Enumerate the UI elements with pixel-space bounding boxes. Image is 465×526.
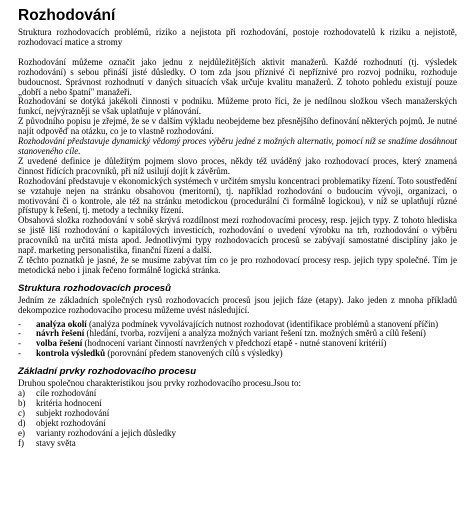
section-text: Druhou společnou charakteristikou jsou prvky rozhodovacího procesu.Jsou to: (18, 378, 301, 389)
section-heading: Struktura rozhodovacích procesů (18, 282, 171, 294)
list-item-term: kontrola výsledků (36, 348, 106, 359)
list-item-label: cíle rozhodování (36, 388, 97, 399)
list-marker: d) (18, 417, 26, 428)
list-marker: b) (18, 398, 26, 408)
body-paragraph: Z těchto poznatků je jasné, že se musíme zabývat tím co je pro rozhodovací procesy resp. jejich typy společné. Tím je metodická nebo i jinak řečeno formálně logická stránka. (18, 254, 457, 275)
list-item (18, 349, 457, 359)
list-item-desc: (hodnocení variant činností navržených v předchozí etapě - nutné stanovení kritérií) (82, 338, 387, 349)
list-item-label: subjekt rozhodování (36, 407, 110, 418)
body-paragraph: Z původního popisu je zřejmé, že se v dalším výkladu neobejdeme bez přesnějšího definování některých pojmů. Je nutné najít odpověď na otázku, co je to vlastně rozhodování. (18, 116, 457, 137)
list-marker: f) (18, 437, 24, 448)
list-marker: a) (18, 388, 25, 399)
body-paragraph: Obsahová složka rozhodování v sobě skrývá rozdílnost mezi rozhodovacími procesy, resp. jejich typy. Z tohoto hlediska se jistě liší rozhodování o kapitálových investicích, rozhodování o uvedení výrobku na trh, rozhodování o výběru pracovníků na určitá místa apod. Jednotlivými typy rozhodovacích procesů se zabývají samostatné disciplíny jako je např. marketing personalistika, finanční řízení a další. (18, 215, 457, 256)
list-item-label: objekt rozhodování (36, 417, 106, 428)
definition-paragraph: Rozhodování představuje dynamický vědomý proces výběru jedné z možných alternativ, pomocí níž se snažíme dosáhnout stanoveného cíle. (18, 136, 457, 156)
list-marker: c) (18, 407, 25, 418)
section-text: Jedním ze základních společných rysů rozhodovacích procesů jsou jejich fáze (etapy). Jako jeden z mnoha příkladů dekompozice rozhodovacího procesu můžeme uvést následující. (18, 294, 457, 315)
page-title: Rozhodování (18, 7, 116, 24)
phase-list (18, 320, 457, 360)
list-item-label: kritéria hodnocení (36, 398, 102, 408)
list-marker: e) (18, 427, 25, 438)
list-item-desc: (porovnání předem stanovených cílů s výsledky) (105, 348, 283, 359)
list-item (18, 439, 457, 449)
list-item (18, 429, 457, 439)
list-item-desc: (analýza podmínek vyvolávajících nutnost rozhodovat (identifikace problémů a stanovení příčin) (86, 318, 439, 329)
body-paragraph: Rozhodování můžeme označit jako jednu z nejdůležitějších aktivit manažerů. Každé rozhodnutí (tj. výsledek rozhodování) s sebou přináší jisté důsledky. O tom zda jsou příznivé či nepříznivé pro rozvoj podniku, rozhoduje budoucnost. Správnost rozhodnutí v daných situacích však určuje kvalitu manažerů. Z tohoto pohledu existují pouze „dobří a nebo špatní" manažeři. (18, 56, 457, 97)
list-item-label: varianty rozhodování a jejich důsledky (36, 427, 176, 438)
list-item-label: stavy světa (36, 437, 76, 448)
element-list (18, 389, 457, 448)
body-paragraph: Rozhodování představuje v ekonomických systémech v určitém smyslu koncentraci problematiky řízení. Toto soustředění se vztahuje nejen na stránku obsahovou (meritorní), tj. například rozhodování o budoucím vývoji, organizaci, o motivování či o kontrole, ale též na stránku metodickou (procedurální či formálně logickou), v níž se uplatňují různé přístupy k řešení, tj. metody a techniky řízení. (18, 175, 457, 216)
section-heading: Základní prvky rozhodovacího procesu (18, 366, 197, 378)
list-item-desc: (hledání, tvorba, rozvíjení a analýza možných variant řešení tzn. možných směrů a cílů řešení) (84, 328, 426, 339)
intro-paragraph: Struktura rozhodovacích problémů, riziko a nejistota při rozhodování, postoje rozhodovatelů k riziku a nejistotě, rozhodovací matice a stromy (18, 27, 457, 47)
list-item-term: volba řešení (36, 338, 83, 349)
list-item-term: návrh řešení (36, 328, 85, 339)
body-paragraph: Rozhodování se dotýká jakékoli činnosti v podniku. Můžeme proto říci, že je nedílnou složkou všech manažerských funkcí, nejvýrazněji se však uplatňuje v plánování. (18, 96, 457, 117)
body-paragraph: Z uvedené definice je důležitým pojmem slovo proces, někdy též uváděný jako rozhodovací proces, který znamená činnost řídících pracovníků, při níž usilují dojít k závěrům. (18, 155, 457, 176)
list-item-term: analýza okolí (36, 318, 87, 329)
